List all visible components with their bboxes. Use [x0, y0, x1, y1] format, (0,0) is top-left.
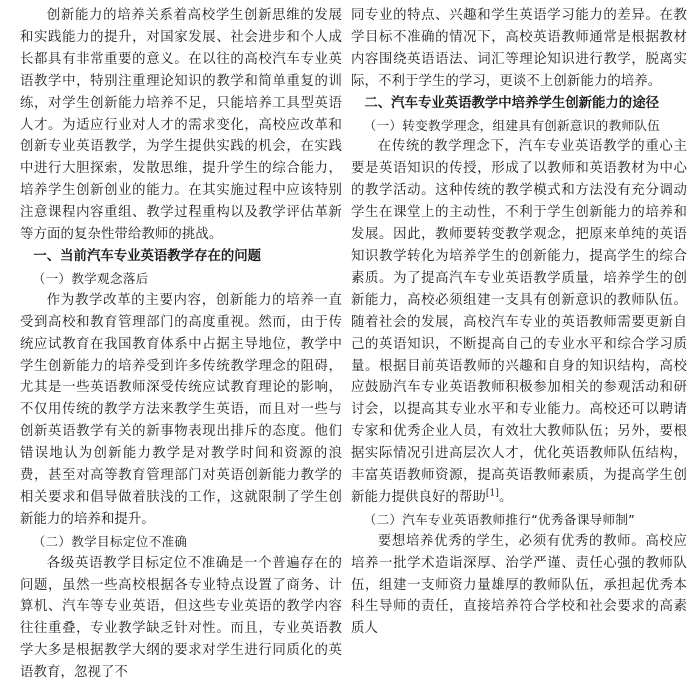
- paragraph-teaching-concept-text: 在传统的教学理念下，汽车专业英语教学的重心主要是英语知识的传授，形成了以教师和英语教材为中心的教学活动。这种传统的教学模式和方法没有充分调动学生在课堂上的主动性，不利于学生创新能力的培养和发展。因此，教师要转变教学观念，把原来单纯的英语知识教学转化为培养学生的创新能力，提高学生的综合素质。为了提高汽车专业英语教学质量，培养学生的创新能力，高校必须组建一支具有创新意识的教师队伍。随着社会的发展，高校汽车专业的英语教师需要更新自己的英语知识，不断提高自己的专业水平和综合学习质量。根据目前英语教师的兴趣和自身的知识结构，高校应鼓励汽车专业英语教师积极参加相关的参观活动和研讨会，以提高其专业水平和专业能力。高校还可以聘请专家和优秀企业人员，有效壮大教师队伍；另外，要根据实际情况引进高层次人才，优化英语教师队伍结构，丰富英语教师资源，提高英语教师素质，为提高学生创新能力提供良好的帮助: [351, 139, 687, 505]
- intro-paragraph: 创新能力的培养关系着高校学生创新思维的发展和实践能力的提升，对国家发展、社会进步和个人成长都具有非常重要的意义。在以往的高校汽车专业英语教学中，特别注重理论知识的教学和简单重复的训练，对学生创新能力培养不足，只能培养工具型英语人才。为适应行业对人才的需求变化，高校应改革和创新专业英语教学，为学生提供实践的机会，在实践中进行大胆探索，发散思维，提升学生的综合能力，培养学生创新创业的能力。在其实施过程中应该特别注意课程内容重组、教学过程重构以及教学评估革新等方面的复杂性带给教师的挑战。: [20, 8, 342, 243]
- section-heading-approaches: 二、汽车专业英语教学中培养学生创新能力的途径: [364, 95, 659, 111]
- subsection-heading-outdated-concepts: （一）教学观念落后: [32, 270, 149, 286]
- paragraph-teaching-concept: [351, 136, 687, 508]
- paragraph-teaching-concept-end: 。: [498, 489, 513, 505]
- paragraph-outdated-concepts: 作为教学改革的主要内容，创新能力的培养一直受到高校和教育管理部门的高度重视。然而，由于传统应试教育在我国教育体系中占据主导地位，教学中学生创新能力的培养受到许多传统教学理念的阻碍，尤其是一些英语教师深受传统应试教育理论的影响，不仅用传统的教学方法来教学生英语，而且对一些与创新英语教学有关的新事物表现出排斥的态度。他们错误地认为创新能力教学是对教学时间和资源的浪费，甚至对高等教育管理部门对英语创新能力教学的相关要求和倡导做着肤浅的工作，这就限制了学生创新能力的培养和提升。: [20, 292, 342, 527]
- paragraph-inaccurate-goals: 各级英语教学目标定位不准确是一个普遍存在的问题，虽然一些高校根据各专业特点设置了商务、计算机、汽车等专业英语，但这些专业英语的教学内容往往重叠，专业教学缺乏针对性。而且，专业英语教学大多是根据教学大纲的要求对学生进行同质化的英语教育，忽视了不: [20, 555, 342, 681]
- subsection-heading-tutor-system: （二）汽车专业英语教师推行“优秀备课导师制”: [363, 511, 636, 527]
- subsection-heading-inaccurate-goals: （二）教学目标定位不准确: [32, 533, 188, 549]
- paragraph-tutor-system: 要想培养优秀的学生，必须有优秀的教师。高校应培养一批学术造诣深厚、治学严谨、责任心强的教师队伍，组建一支师资力量雄厚的教师队伍，承担起优秀本科生导师的责任，直接培养符合学校和社会要求的高素质人: [351, 533, 687, 637]
- subsection-heading-teaching-concept: （一）转变教学理念，组建具有创新意识的教师队伍: [363, 117, 661, 133]
- right-column: [351, 5, 687, 637]
- section-heading-problems: 一、当前汽车专业英语教学存在的问题: [33, 248, 262, 264]
- paragraph-continued: 同专业的特点、兴趣和学生英语学习能力的差异。在教学目标不准确的情况下，高校英语教师通常是根据教材内容围绕英语语法、词汇等理论知识进行教学，脱离实际，不利于学生的学习，更谈不上创新能力的培养。: [351, 8, 687, 89]
- footnote-reference[interactable]: [1]: [485, 488, 499, 499]
- left-column: [20, 5, 342, 681]
